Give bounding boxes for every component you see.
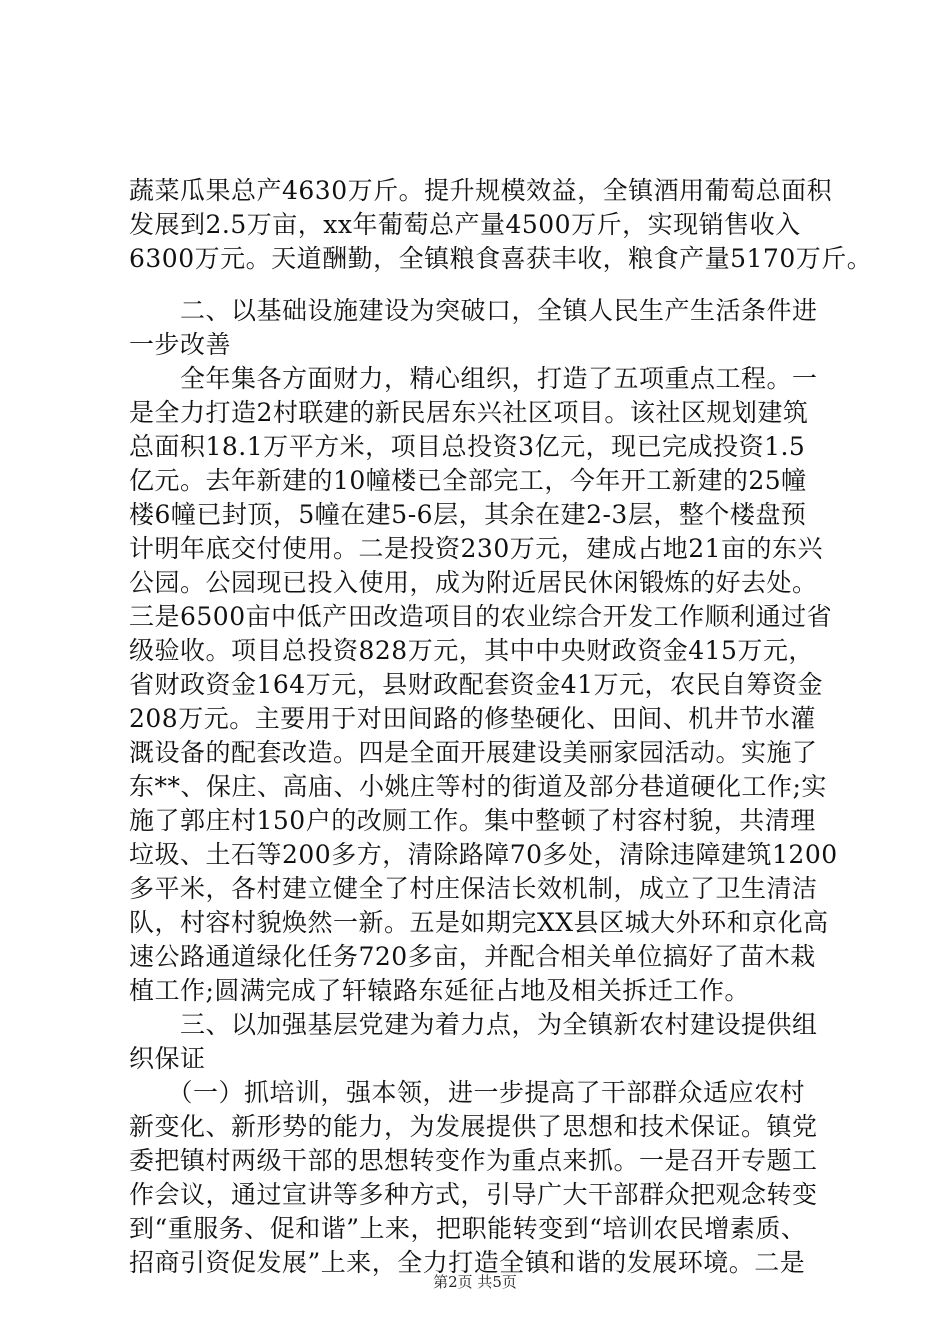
text-line: 三是6500亩中低产田改造项目的农业综合开发工作顺利通过省 — [129, 602, 833, 631]
section-heading-line: 二、以基础设施建设为突破口，全镇人民生产生活条件进 — [129, 296, 818, 325]
section-heading-line: 织保证 — [129, 1044, 206, 1073]
section-heading-line: 一步改善 — [129, 330, 232, 359]
text-line: 全年集各方面财力，精心组织，打造了五项重点工程。一 — [129, 364, 818, 393]
text-line: 蔬菜瓜果总产4630万斤。提升规模效益，全镇酒用葡萄总面积 — [129, 176, 833, 205]
text-line: 楼6幢已封顶，5幢在建5-6层，其余在建2-3层，整个楼盘预 — [129, 500, 807, 529]
text-line: 垃圾、土石等200多方，清除路障70多处，清除违障建筑1200 — [129, 840, 838, 869]
text-line: 省财政资金164万元，县财政配套资金41万元，农民自筹资金 — [129, 670, 824, 699]
text-line: 级验收。项目总投资828万元，其中中央财政资金415万元， — [129, 636, 814, 665]
text-line: 招商引资促发展”上来，全力打造全镇和谐的发展环境。二是 — [129, 1248, 806, 1277]
text-line: 新变化、新形势的能力，为发展提供了思想和技术保证。镇党 — [129, 1112, 818, 1141]
text-line: 队，村容村貌焕然一新。五是如期完XX县区城大外环和京化高 — [129, 908, 829, 937]
text-line: 溉设备的配套改造。四是全面开展建设美丽家园活动。实施了 — [129, 738, 818, 767]
text-line: 208万元。主要用于对田间路的修垫硬化、田间、机井节水灌 — [129, 704, 816, 733]
text-line: 亿元。去年新建的10幢楼已全部完工，今年开工新建的25幢 — [129, 466, 807, 495]
text-line: 发展到2.5万亩，xx年葡萄总产量4500万斤，实现销售收入 — [129, 210, 801, 239]
text-line: 东**、保庄、高庙、小姚庄等村的街道及部分巷道硬化工作;实 — [129, 772, 827, 801]
page-footer: 第2页 共5页 — [433, 1273, 517, 1291]
text-line: 是全力打造2村联建的新民居东兴社区项目。该社区规划建筑 — [129, 398, 809, 427]
text-line: 速公路通道绿化任务720多亩，并配合相关单位搞好了苗木栽 — [129, 942, 816, 971]
text-line: 施了郭庄村150户的改厕工作。集中整顿了村容村貌，共清理 — [129, 806, 816, 835]
text-line: 总面积18.1万平方米，项目总投资3亿元，现已完成投资1.5 — [129, 432, 806, 461]
text-line: 多平米，各村建立健全了村庄保洁长效机制，成立了卫生清洁 — [129, 874, 818, 903]
text-line: 作会议，通过宣讲等多种方式，引导广大干部群众把观念转变 — [129, 1180, 818, 1209]
text-line: 公园。公园现已投入使用，成为附近居民休闲锻炼的好去处。 — [129, 568, 818, 597]
section-heading-line: 三、以加强基层党建为着力点，为全镇新农村建设提供组 — [129, 1010, 818, 1039]
text-line: （一）抓培训，强本领，进一步提高了干部群众适应农村 — [129, 1078, 806, 1107]
text-line: 计明年底交付使用。二是投资230万元，建成占地21亩的东兴 — [129, 534, 824, 563]
text-line: 6300万元。天道酬勤，全镇粮食喜获丰收，粮食产量5170万斤。 — [129, 244, 873, 273]
text-line: 植工作;圆满完成了轩辕路东延征占地及相关拆迁工作。 — [129, 976, 750, 1005]
text-line: 到“重服务、促和谐”上来，把职能转变到“培训农民增素质、 — [129, 1214, 807, 1243]
text-line: 委把镇村两级干部的思想转变作为重点来抓。一是召开专题工 — [129, 1146, 818, 1175]
